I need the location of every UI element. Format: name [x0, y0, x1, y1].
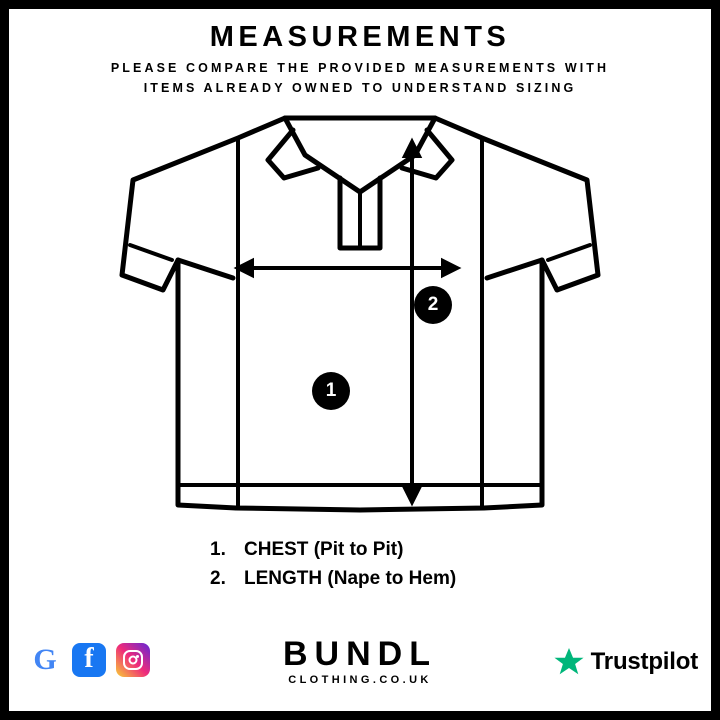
brand-name: BUNDL: [283, 635, 437, 673]
polo-shirt-illustration: [0, 100, 720, 520]
subtitle-line-1: PLEASE COMPARE THE PROVIDED MEASUREMENTS WITH: [110, 61, 610, 75]
facebook-icon-glyph: f: [84, 643, 94, 674]
page-title: MEASUREMENTS: [209, 21, 511, 53]
garment-diagram: [0, 100, 720, 520]
footer: [0, 625, 720, 705]
google-icon-glyph: G: [33, 643, 57, 676]
badge-length: 2: [414, 286, 452, 324]
subtitle-line-2: ITEMS ALREADY OWNED TO UNDERSTAND SIZING: [143, 81, 577, 95]
legend-label-2: LENGTH: [244, 568, 323, 589]
trustpilot-badge[interactable]: [554, 647, 698, 677]
trustpilot-label: Trustpilot: [590, 648, 698, 675]
legend-item-chest: [0, 535, 720, 564]
trustpilot-star-icon: [554, 647, 584, 677]
brand-url: CLOTHING.CO.UK: [288, 674, 432, 686]
badge-chest: 1: [312, 372, 350, 410]
page-subtitle: [0, 58, 720, 98]
legend-number-2: 2.: [210, 568, 226, 589]
legend-number-1: 1.: [210, 539, 226, 560]
legend-detail-2: (Nape to Hem): [327, 568, 457, 589]
header: [0, 20, 720, 98]
legend-label-1: CHEST: [244, 539, 309, 560]
legend-item-length: [0, 564, 720, 593]
legend-detail-1: (Pit to Pit): [313, 539, 404, 560]
measurement-legend: [0, 535, 720, 593]
